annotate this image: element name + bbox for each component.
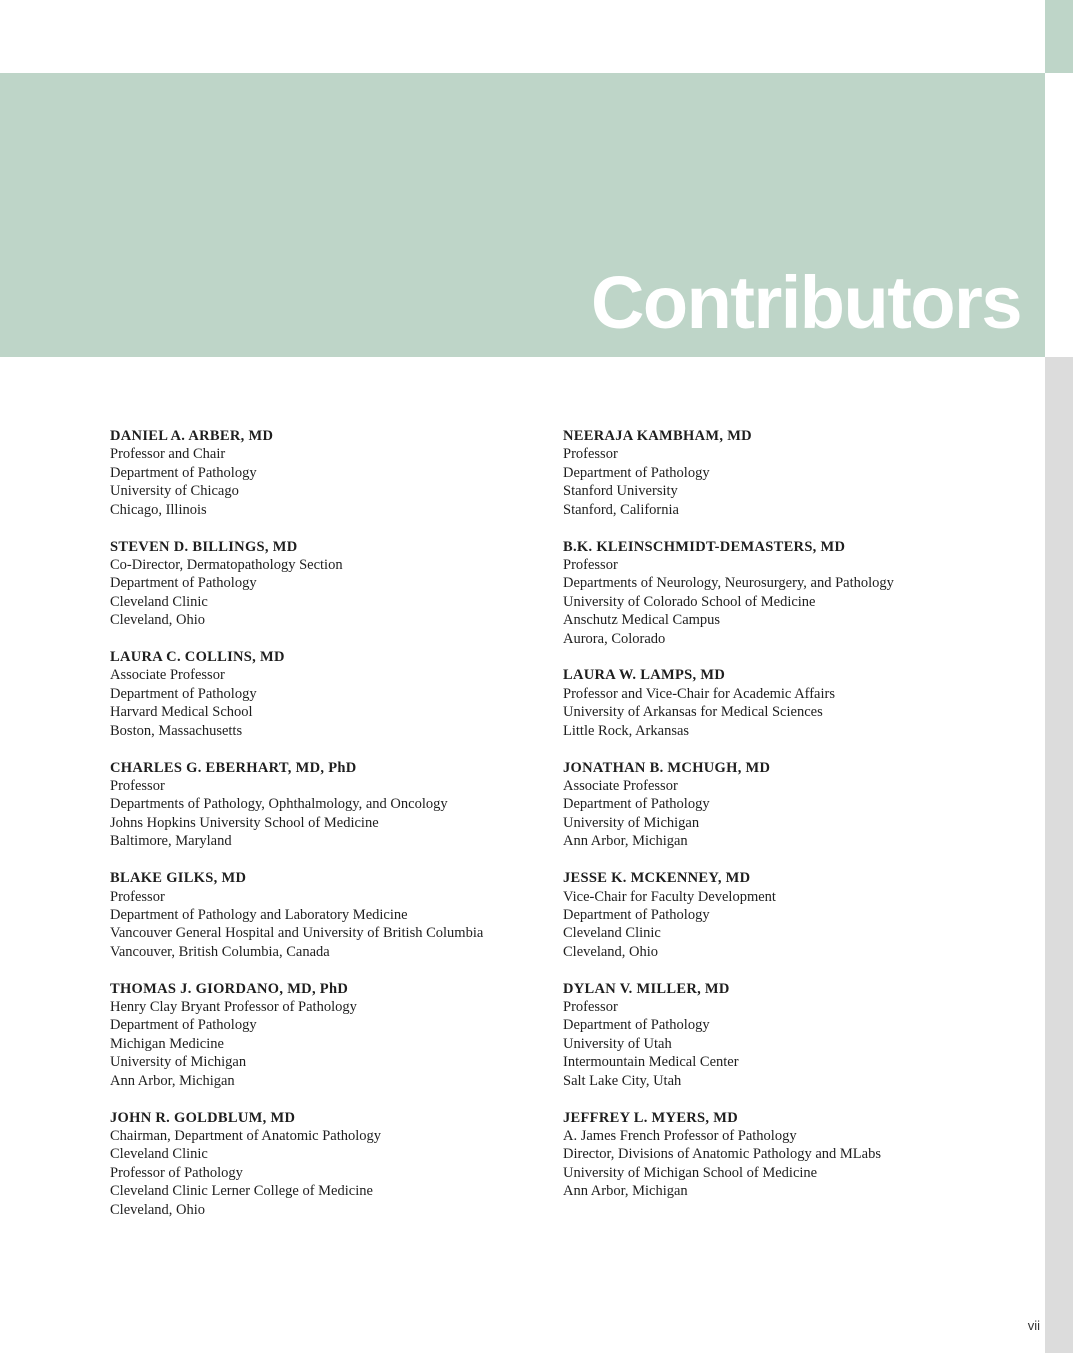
contributor-name: JONATHAN B. MCHUGH, MD [563, 759, 771, 776]
contributor-entry [110, 427, 540, 519]
contributor-entry [563, 869, 1003, 961]
contributor-entry [563, 980, 1003, 1090]
contributor-affiliation-line: A. James French Professor of Pathology [563, 1128, 797, 1144]
contributor-entry [110, 648, 540, 740]
contributor-name: DYLAN V. MILLER, MD [563, 980, 730, 997]
contributor-name: THOMAS J. GIORDANO, MD, PhD [110, 980, 349, 997]
contributor-affiliation-line: Associate Professor [563, 778, 678, 794]
contributor-affiliation-line: Professor [563, 556, 618, 573]
contributor-entry [110, 869, 540, 961]
contributor-affiliation-line: Professor and Vice-Chair for Academic Affairs [563, 685, 835, 702]
contributor-affiliation-line: Anschutz Medical Campus [563, 612, 721, 629]
contributor-affiliation-line: Henry Clay Bryant Professor of Pathology [110, 999, 357, 1016]
contributor-name: LAURA C. COLLINS, MD [110, 649, 285, 666]
contributor-affiliation-line: Intermountain Medical Center [563, 1054, 739, 1071]
contributor-affiliation-line: Department of Pathology [110, 685, 257, 702]
contributor-affiliation-line: Stanford, California [563, 501, 679, 518]
contributor-affiliation-line: Departments of Neurology, Neurosurgery, and Pathology [563, 575, 894, 592]
page-title: Contributors [590, 261, 1021, 344]
contributor-affiliation-line: University of Michigan [110, 1054, 247, 1071]
contributor-affiliation-line: Aurora, Colorado [563, 630, 666, 647]
contributor-affiliation-line: Vancouver, British Columbia, Canada [110, 943, 330, 960]
contributor-affiliation-line: Salt Lake City, Utah [563, 1072, 682, 1089]
contributor-affiliation-line: Department of Pathology [563, 464, 710, 481]
contributor-affiliation-line: Department of Pathology [110, 575, 257, 592]
contributor-entry [563, 759, 1003, 851]
contributor-affiliation-line: Boston, Massachusetts [110, 722, 243, 739]
contributor-affiliation-line: Professor [563, 446, 618, 463]
contributor-name: NEERAJA KAMBHAM, MD [563, 428, 752, 444]
contributor-entry [563, 1109, 1003, 1201]
edge-strip [1045, 357, 1073, 1353]
contributor-affiliation-line: Ann Arbor, Michigan [110, 1072, 235, 1089]
edge-tab [1045, 0, 1073, 73]
contributor-affiliation-line: Michigan Medicine [110, 1035, 224, 1052]
contributor-affiliation-line: University of Utah [563, 1035, 672, 1052]
contributor-name: STEVEN D. BILLINGS, MD [110, 538, 298, 555]
contributor-affiliation-line: Departments of Pathology, Ophthalmology, and Oncology [110, 796, 448, 813]
contributor-affiliation-line: Stanford University [563, 483, 678, 500]
contributor-affiliation-line: Cleveland, Ohio [563, 943, 659, 960]
contributor-entry [563, 538, 1003, 648]
contributor-entry [110, 1109, 540, 1219]
contributor-affiliation-line: Chicago, Illinois [110, 501, 207, 518]
contributor-affiliation-line: Professor [110, 778, 165, 794]
contributor-affiliation-line: Chairman, Department of Anatomic Pathology [110, 1128, 382, 1144]
contributor-affiliation-line: Harvard Medical School [110, 704, 253, 721]
contributor-affiliation-line: University of Chicago [110, 483, 239, 500]
contributor-affiliation-line: University of Michigan School of Medicine [563, 1164, 818, 1181]
contributor-name: LAURA W. LAMPS, MD [563, 667, 726, 684]
contributor-affiliation-line: Johns Hopkins University School of Medicine [110, 814, 379, 831]
page-number: vii [1027, 1318, 1040, 1333]
contributor-affiliation-line: University of Michigan [563, 814, 700, 831]
contributor-name: JOHN R. GOLDBLUM, MD [110, 1109, 296, 1126]
contributor-affiliation-line: Little Rock, Arkansas [563, 722, 690, 739]
contributor-name: JESSE K. MCKENNEY, MD [563, 870, 751, 887]
contributor-name: B.K. KLEINSCHMIDT-DEMASTERS, MD [563, 538, 846, 555]
contributor-affiliation-line: Professor of Pathology [110, 1164, 243, 1181]
contributor-entry [110, 759, 540, 851]
contributor-affiliation-line: Vancouver General Hospital and University of British Columbia [110, 925, 484, 942]
contributor-affiliation-line: Cleveland Clinic [563, 925, 661, 942]
contributor-affiliation-line: Cleveland Clinic [110, 1146, 208, 1163]
contributor-affiliation-line: Department of Pathology [563, 906, 710, 923]
contributor-affiliation-line: Ann Arbor, Michigan [563, 1183, 688, 1200]
contributor-affiliation-line: Cleveland, Ohio [110, 1201, 206, 1218]
contributor-affiliation-line: Department of Pathology [110, 464, 257, 481]
contributor-affiliation-line: Cleveland Clinic Lerner College of Medicine [110, 1183, 373, 1200]
contributor-affiliation-line: Department of Pathology [563, 1017, 710, 1034]
contributor-affiliation-line: University of Arkansas for Medical Sciences [563, 704, 823, 721]
contributor-affiliation-line: Department of Pathology [110, 1017, 257, 1034]
contributor-affiliation-line: Cleveland, Ohio [110, 612, 206, 629]
contributor-affiliation-line: Vice-Chair for Faculty Development [563, 888, 776, 905]
contributor-affiliation-line: Director, Divisions of Anatomic Pathology and MLabs [563, 1146, 881, 1163]
contributor-affiliation-line: Department of Pathology and Laboratory Medicine [110, 906, 408, 923]
contributor-affiliation-line: University of Colorado School of Medicine [563, 593, 816, 610]
contributor-affiliation-line: Professor and Chair [110, 446, 226, 463]
contributor-name: DANIEL A. ARBER, MD [110, 428, 274, 444]
contributor-name: BLAKE GILKS, MD [110, 870, 247, 887]
contributor-affiliation-line: Department of Pathology [563, 796, 710, 813]
contributor-affiliation-line: Professor [110, 888, 165, 905]
contributor-affiliation-line: Baltimore, Maryland [110, 833, 232, 850]
contributor-affiliation-line: Ann Arbor, Michigan [563, 833, 688, 850]
contributor-entry [563, 666, 1003, 740]
contributor-affiliation-line: Associate Professor [110, 667, 225, 684]
contributor-name: CHARLES G. EBERHART, MD, PhD [110, 759, 357, 776]
contributors-left-column [110, 427, 540, 1238]
contributor-affiliation-line: Professor [563, 999, 618, 1016]
contributors-right-column [563, 427, 1003, 1219]
contributor-entry [110, 980, 540, 1090]
contributor-name: JEFFREY L. MYERS, MD [563, 1109, 739, 1126]
contributor-entry [563, 427, 1003, 519]
contributor-affiliation-line: Co-Director, Dermatopathology Section [110, 556, 343, 573]
contributor-entry [110, 538, 540, 630]
contributor-affiliation-line: Cleveland Clinic [110, 593, 208, 610]
